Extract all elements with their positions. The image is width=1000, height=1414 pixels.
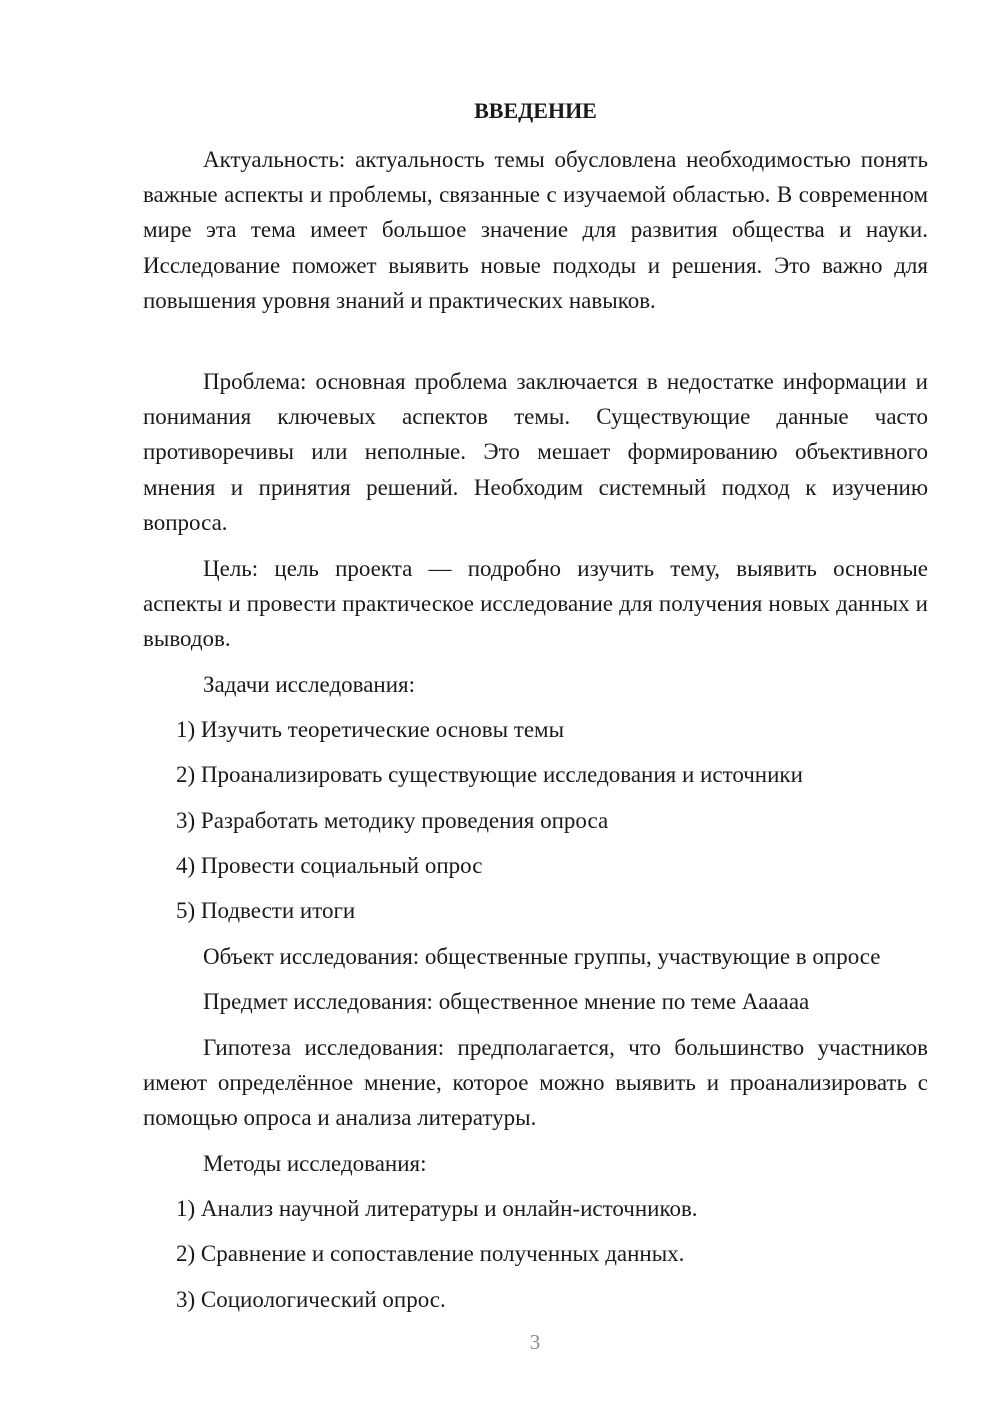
tasks-heading: Задачи исследования:	[203, 672, 416, 697]
tasks-list-item	[143, 803, 928, 838]
tasks-list-item	[143, 848, 928, 883]
list-item: 1) Изучить теоретические основы темы	[176, 717, 565, 742]
list-item: 3) Разработать методику проведения опроса	[176, 808, 609, 833]
list-item: 4) Провести социальный опрос	[176, 853, 483, 878]
methods-heading-block	[143, 1146, 928, 1181]
problem-paragraph-block	[143, 364, 928, 540]
list-item: 2) Проанализировать существующие исследования и источники	[176, 762, 803, 787]
research-object: Объект исследования: общественные группы, участвующие в опросе	[203, 944, 881, 969]
list-item: 5) Подвести итоги	[176, 898, 356, 923]
methods-heading: Методы исследования:	[203, 1151, 427, 1176]
list-item: 3) Социологический опрос.	[176, 1287, 446, 1312]
list-item: 2) Сравнение и сопоставление полученных данных.	[176, 1241, 685, 1266]
research-subject: Предмет исследования: общественное мнение по теме Аааааа	[203, 989, 810, 1014]
page-title: ВВЕДЕНИЕ	[474, 98, 597, 123]
list-item: 1) Анализ научной литературы и онлайн-источников.	[176, 1196, 698, 1221]
relevance-paragraph: Актуальность: актуальность темы обусловлена необходимостью понять важные аспекты и проблемы, связанные с изучаемой областью. В современном мире эта тема имеет большое значение для развития общества и науки. Исследование поможет выявить новые подходы и решения. Это важно для повышения уровня знаний и практических навыков.	[143, 147, 928, 313]
tasks-list-item	[143, 757, 928, 792]
tasks-heading-block	[143, 667, 928, 702]
goal-paragraph: Цель: цель проекта — подробно изучить тему, выявить основные аспекты и провести практическое исследование для получения новых данных и выводов.	[143, 556, 928, 652]
hypothesis-paragraph: Гипотеза исследования: предполагается, что большинство участников имеют определённое мнение, которое можно выявить и проанализировать с помощью опроса и анализа литературы.	[143, 1035, 928, 1131]
methods-list-item	[143, 1236, 928, 1271]
tasks-list-item	[143, 893, 928, 928]
subject-line-block	[143, 984, 928, 1019]
methods-list-item	[143, 1282, 928, 1317]
problem-paragraph: Проблема: основная проблема заключается в недостатке информации и понимания ключевых аспектов темы. Существующие данные часто противоречивы или неполные. Это мешает формированию объективного мнения и принятия решений. Необходим системный подход к изучению вопроса.	[143, 369, 928, 535]
methods-list-item	[143, 1191, 928, 1226]
goal-paragraph-block	[143, 551, 928, 657]
page-number: 3	[529, 1330, 541, 1354]
hypothesis-paragraph-block	[143, 1030, 928, 1136]
tasks-list-item	[143, 712, 928, 747]
object-line-block	[143, 939, 928, 974]
relevance-paragraph-block	[143, 142, 928, 318]
